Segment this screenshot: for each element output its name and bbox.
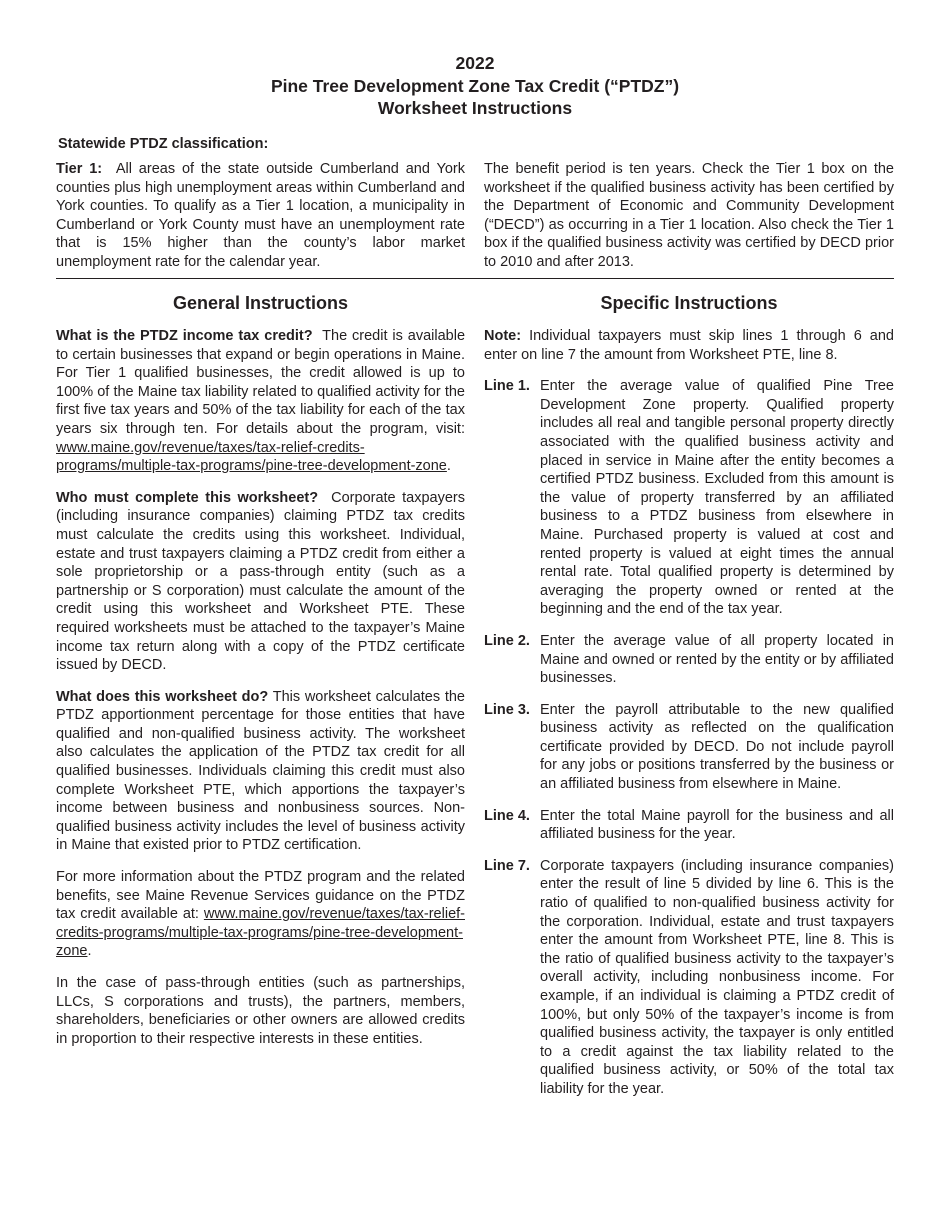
worksheet-purpose-paragraph — [56, 688, 465, 855]
line-label: Line 2. — [484, 632, 530, 649]
who-must-complete-question: Who must complete this worksheet? — [56, 489, 319, 506]
classification-heading: Statewide PTDZ classification: — [58, 136, 269, 152]
line-label: Line 7. — [484, 857, 530, 874]
ptdz-program-link[interactable]: www.maine.gov/revenue/taxes/tax-relief-credits-programs/multiple-tax-programs/pine-tree-development-zone — [56, 439, 447, 475]
page-title: Pine Tree Development Zone Tax Credit (“PTDZ”) — [270, 75, 680, 96]
individual-taxpayer-note — [484, 327, 894, 364]
line-text: Enter the total Maine payroll for the business and all affiliated business for the year. — [540, 807, 894, 843]
ptdz-credit-paragraph: What is the PTDZ income tax credit? The credit is available to certain businesses that expand or begin operations in Maine. For Tier 1 qualified businesses, the credit allowed is up to 100% of the Maine tax liability related to qualified activity for the first five tax years and 50% of the tax liability for each of the tax years six through ten. For details about the program, visit: www.maine.gov/revenue/taxes/tax-relief-credits-programs/multiple-tax-programs/pine-tree-development-zone. — [56, 328, 466, 475]
line-7-instruction — [484, 857, 894, 1099]
line-label: Line 4. — [484, 807, 530, 824]
specific-instructions-heading: Specific Instructions — [600, 293, 778, 313]
more-information-text: For more information about the PTDZ program and the related benefits, see Maine Revenue Services guidance on the PTDZ tax credit available at: — [56, 869, 465, 923]
specific-instructions-column — [484, 291, 894, 1112]
worksheet-purpose-question: What does this worksheet do? — [56, 688, 269, 705]
line-label: Line 3. — [484, 701, 530, 718]
who-must-complete-answer: Corporate taxpayers (including insurance companies) claiming PTDZ tax credits must calculate the credits using this worksheet. Individual, estate and trust taxpayers claiming a PTDZ credit from either a sole proprietorship or a pass-through entity (such as a partnership or S corporation) must calculate the amount of the credit using this worksheet and Worksheet PTE. These required worksheets must be attached to the taxpayer’s Maine income tax return along with a copy of the PTDZ certificate issued by DECD. — [56, 489, 465, 674]
line-4-instruction — [484, 807, 894, 844]
tax-year: 2022 — [455, 53, 495, 73]
note-text: Individual taxpayers must skip lines 1 through 6 and enter on line 7 the amount from Worksheet PTE, line 8. — [484, 328, 894, 363]
line-text: Enter the average value of qualified Pine Tree Development Zone property. Qualified property includes all real and tangible personal property directly associated with the qualified business activity and placed in service in Maine after the entity becomes a certified PTDZ business. Excluded from this amount is the value of property transferred by an affiliated business to a PTDZ business from elsewhere in Maine. Purchased property is valued at cost and rented property is valued at eight times the annual rental rate. Total qualified property is determined by averaging the property owned or rented at the beginning and the end of the tax year. — [540, 378, 894, 618]
line-1-instruction — [484, 377, 894, 619]
ptdz-guidance-link[interactable]: www.maine.gov/revenue/taxes/tax-relief-credits-programs/multiple-tax-programs/pine-tree-development-zone — [56, 906, 465, 960]
line-text: Enter the average value of all property located in Maine and owned or rented by the entity or by affiliated businesses. — [540, 632, 894, 687]
tier1-description — [56, 160, 465, 272]
ptdz-credit-answer: The credit is available to certain businesses that expand or begin operations in Maine. For Tier 1 qualified businesses, the credit allowed is up to 100% of the Maine tax liability related to qualified activity for the first five tax years and 50% of the tax liability for each of the tax years six through ten. For details about the program, visit: — [56, 328, 466, 437]
line-3-instruction — [484, 701, 894, 794]
tier1-text: All areas of the state outside Cumberland and York counties plus high unemployment areas within Cumberland and York counties. To qualify as a Tier 1 location, a municipality in Cumberland or York County must have an unemployment rate that is 15% higher than the county’s labor market unemployment rate for the calendar year. — [56, 161, 465, 270]
line-text: Corporate taxpayers (including insurance companies) enter the result of line 5 divided by line 6. This is the ratio of qualified to non-qualified business activity for the corporation. Individual, estate and trust taxpayers enter the amount from Worksheet PTE, line 8. This is the ratio of qualified business activity to the taxpayer’s overall activity, including nonbusiness income. For example, if an individual is claiming a PTDZ credit of 100%, but only 50% of the taxpayer’s income is from qualified business activity, the taxpayer is only entitled to a credit against the tax liability related to the qualified business activity, or 50% of the total tax liability for the year. — [540, 857, 894, 1097]
section-divider — [56, 278, 894, 279]
general-instructions-heading: General Instructions — [172, 293, 349, 313]
line-2-instruction — [484, 632, 894, 688]
ptdz-credit-question: What is the PTDZ income tax credit? — [56, 328, 313, 344]
who-must-complete-paragraph — [56, 489, 465, 675]
worksheet-purpose-answer: This worksheet calculates the PTDZ apportionment percentage for those entities that have qualified and non-qualified business activity. The worksheet also calculates the application of the PTDZ tax credit for all qualified businesses. Individuals claiming this credit must also complete Worksheet PTE, which apportions the taxpayer’s income between business and nonbusiness sources. Non-qualified business activity includes the level of business activity in Maine that existed prior to PTDZ certification. — [56, 688, 465, 854]
line-text: Enter the payroll attributable to the new qualified business activity as reflected on the qualification certificate provided by DECD. Do not include payroll for any jobs or positions transferred by the business or an affiliated business from elsewhere in Maine. — [540, 701, 894, 793]
pass-through-paragraph: In the case of pass-through entities (such as partnerships, LLCs, S corporations and trusts), the partners, members, shareholders, beneficiaries or other owners are allowed credits in proportion to their respective interests in these entities. — [56, 975, 465, 1047]
note-label: Note: — [484, 328, 522, 344]
general-instructions-column — [56, 291, 465, 1061]
line-label: Line 1. — [484, 378, 530, 395]
page-subtitle: Worksheet Instructions — [377, 98, 573, 118]
more-information-paragraph: For more information about the PTDZ program and the related benefits, see Maine Revenue Services guidance on the PTDZ tax credit available at: www.maine.gov/revenue/taxes/tax-relief-credits-programs/multiple-tax-programs/pine-tree-development-zone. — [56, 869, 465, 960]
tier1-label: Tier 1: — [56, 161, 103, 177]
benefit-period-text: The benefit period is ten years. Check the Tier 1 box on the worksheet if the qualified business activity has been certified by the Department of Economic and Community Development (“DECD”) as occurring in a Tier 1 location. Also check the Tier 1 box if the qualified business activity was certified by DECD prior to 2010 and after 2013. — [484, 161, 894, 270]
document-title-block — [0, 52, 950, 120]
